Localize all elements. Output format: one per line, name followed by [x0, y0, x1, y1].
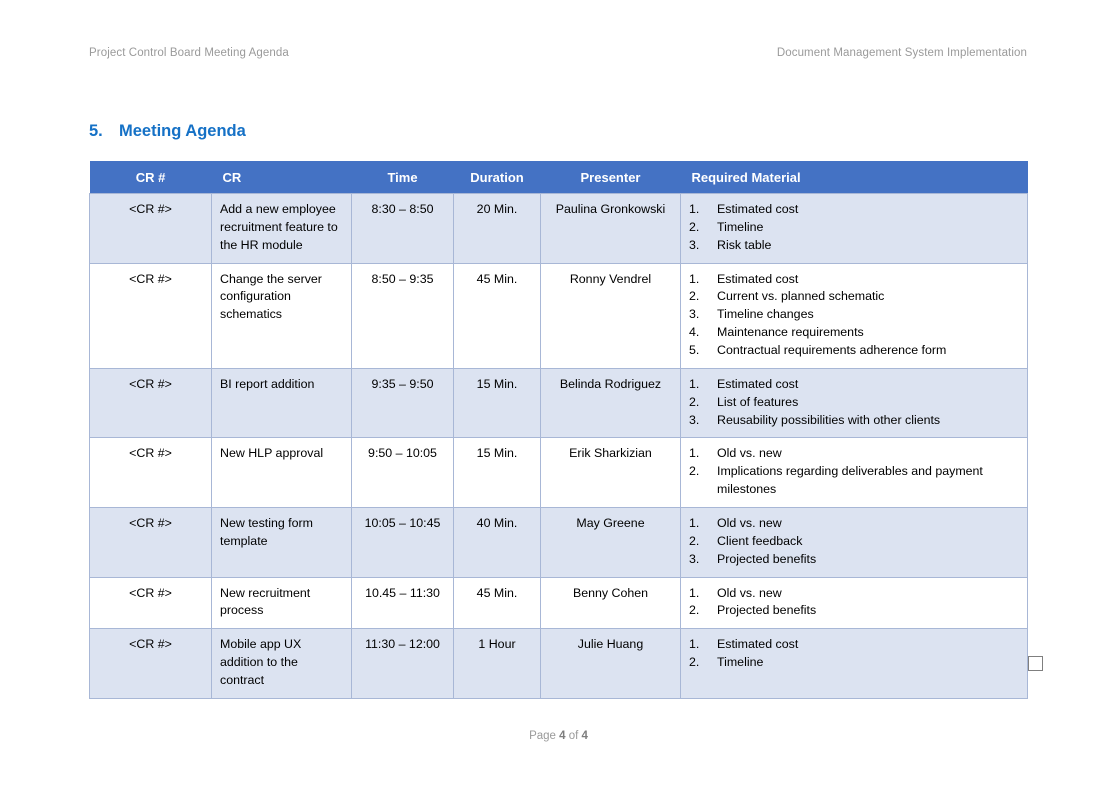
- list-item-number: 4.: [689, 325, 700, 340]
- required-material-item: [689, 306, 1019, 324]
- required-material-item: [689, 342, 1019, 360]
- running-header: [89, 47, 1027, 59]
- table-row: [90, 577, 1028, 629]
- table-row: [90, 263, 1028, 368]
- list-item-text: Current vs. planned schematic: [717, 289, 885, 304]
- agenda-cell-duration: 45 Min.: [454, 263, 541, 368]
- agenda-cell-time: 10:05 – 10:45: [352, 508, 454, 578]
- list-item-text: Old vs. new: [717, 516, 782, 531]
- list-item-text: Timeline changes: [717, 307, 814, 322]
- table-row: [90, 438, 1028, 508]
- required-material-item: [689, 602, 1019, 620]
- list-item-number: 2.: [689, 464, 700, 479]
- footer-prefix: Page: [529, 730, 560, 742]
- list-item-number: 2.: [689, 533, 700, 548]
- list-item-text: Estimated cost: [717, 271, 799, 286]
- list-item-number: 1.: [689, 585, 700, 600]
- agenda-cell-cr-number: <CR #>: [90, 368, 212, 438]
- required-material-item: [689, 324, 1019, 342]
- agenda-cell-duration: 45 Min.: [454, 577, 541, 629]
- object-resize-handle[interactable]: [1028, 656, 1043, 671]
- list-item-number: 2.: [689, 603, 700, 618]
- agenda-cell-required-material: [681, 263, 1028, 368]
- column-header-duration: Duration: [454, 161, 541, 194]
- required-material-item: [689, 533, 1019, 551]
- required-material-list: [689, 445, 1019, 499]
- agenda-table-container: [89, 161, 1027, 699]
- list-item-text: Contractual requirements adherence form: [717, 343, 947, 358]
- agenda-cell-presenter: Benny Cohen: [541, 577, 681, 629]
- required-material-item: [689, 288, 1019, 306]
- list-item-number: 1.: [689, 376, 700, 391]
- list-item-text: Projected benefits: [717, 603, 817, 618]
- agenda-cell-cr-number: <CR #>: [90, 508, 212, 578]
- table-row: [90, 629, 1028, 699]
- agenda-cell-cr-number: <CR #>: [90, 263, 212, 368]
- agenda-cell-time: 8:30 – 8:50: [352, 194, 454, 264]
- list-item-text: Timeline: [717, 219, 764, 234]
- agenda-cell-required-material: [681, 577, 1028, 629]
- agenda-cell-duration: 15 Min.: [454, 368, 541, 438]
- required-material-list: [689, 376, 1019, 430]
- required-material-item: [689, 219, 1019, 237]
- required-material-item: [689, 376, 1019, 394]
- list-item-text: List of features: [717, 394, 799, 409]
- agenda-cell-presenter: Paulina Gronkowski: [541, 194, 681, 264]
- list-item-number: 3.: [689, 237, 700, 252]
- required-material-item: [689, 515, 1019, 533]
- section-number: 5.: [89, 122, 103, 140]
- agenda-cell-cr-number: <CR #>: [90, 438, 212, 508]
- column-header-time: Time: [352, 161, 454, 194]
- agenda-cell-duration: 15 Min.: [454, 438, 541, 508]
- agenda-cell-time: 9:35 – 9:50: [352, 368, 454, 438]
- agenda-cell-cr-number: <CR #>: [90, 194, 212, 264]
- agenda-cell-required-material: [681, 508, 1028, 578]
- required-material-item: [689, 551, 1019, 569]
- table-body: [90, 194, 1028, 699]
- agenda-cell-time: 9:50 – 10:05: [352, 438, 454, 508]
- list-item-number: 2.: [689, 394, 700, 409]
- required-material-list: [689, 271, 1019, 360]
- agenda-cell-presenter: Belinda Rodriguez: [541, 368, 681, 438]
- required-material-item: [689, 463, 1019, 499]
- list-item-text: Maintenance requirements: [717, 325, 864, 340]
- list-item-number: 1.: [689, 637, 700, 652]
- list-item-text: Risk table: [717, 237, 772, 252]
- column-header-required-material: Required Material: [681, 161, 1028, 194]
- agenda-cell-time: 10.45 – 11:30: [352, 577, 454, 629]
- list-item-number: 1.: [689, 516, 700, 531]
- section-title: Meeting Agenda: [119, 122, 246, 140]
- column-header-cr-number: CR #: [90, 161, 212, 194]
- required-material-item: [689, 585, 1019, 603]
- required-material-item: [689, 201, 1019, 219]
- agenda-cell-required-material: [681, 368, 1028, 438]
- list-item-number: 3.: [689, 307, 700, 322]
- list-item-number: 3.: [689, 551, 700, 566]
- list-item-text: Old vs. new: [717, 585, 782, 600]
- required-material-item: [689, 654, 1019, 672]
- column-header-cr: CR: [212, 161, 352, 194]
- agenda-cell-cr: Mobile app UX addition to the contract: [212, 629, 352, 699]
- agenda-cell-cr: New HLP approval: [212, 438, 352, 508]
- agenda-cell-cr: New recruitment process: [212, 577, 352, 629]
- header-right-text: Document Management System Implementation: [776, 47, 1027, 59]
- agenda-cell-cr: Change the server configuration schematics: [212, 263, 352, 368]
- header-left-text: Project Control Board Meeting Agenda: [89, 47, 289, 59]
- table-header-row: [90, 161, 1028, 194]
- agenda-cell-presenter: Julie Huang: [541, 629, 681, 699]
- list-item-text: Client feedback: [717, 533, 803, 548]
- required-material-list: [689, 515, 1019, 569]
- meeting-agenda-table: [89, 161, 1028, 699]
- agenda-cell-required-material: [681, 438, 1028, 508]
- list-item-text: Estimated cost: [717, 202, 799, 216]
- required-material-item: [689, 237, 1019, 255]
- list-item-text: Estimated cost: [717, 376, 799, 391]
- required-material-list: [689, 201, 1019, 255]
- column-header-presenter: Presenter: [541, 161, 681, 194]
- footer-total-pages: 4: [581, 730, 588, 742]
- list-item-number: 5.: [689, 343, 700, 358]
- list-item-number: 3.: [689, 412, 700, 427]
- list-item-number: 1.: [689, 202, 700, 216]
- list-item-text: Projected benefits: [717, 551, 817, 566]
- agenda-cell-required-material: [681, 194, 1028, 264]
- agenda-cell-required-material: [681, 629, 1028, 699]
- list-item-text: Estimated cost: [717, 637, 799, 652]
- agenda-cell-cr-number: <CR #>: [90, 629, 212, 699]
- required-material-list: [689, 585, 1019, 621]
- agenda-cell-duration: 1 Hour: [454, 629, 541, 699]
- list-item-text: Timeline: [717, 655, 764, 670]
- agenda-cell-time: 11:30 – 12:00: [352, 629, 454, 699]
- page-footer: [0, 730, 1117, 742]
- agenda-cell-time: 8:50 – 9:35: [352, 263, 454, 368]
- section-heading: [89, 122, 246, 141]
- agenda-cell-cr: New testing form template: [212, 508, 352, 578]
- agenda-cell-presenter: Erik Sharkizian: [541, 438, 681, 508]
- required-material-item: [689, 636, 1019, 654]
- agenda-cell-cr-number: <CR #>: [90, 577, 212, 629]
- table-row: [90, 508, 1028, 578]
- list-item-number: 2.: [689, 655, 700, 670]
- list-item-number: 1.: [689, 446, 700, 461]
- agenda-cell-cr: Add a new employee recruitment feature to the HR module: [212, 194, 352, 264]
- list-item-text: Reusability possibilities with other clients: [717, 412, 941, 427]
- required-material-item: [689, 394, 1019, 412]
- agenda-cell-duration: 20 Min.: [454, 194, 541, 264]
- agenda-cell-cr: BI report addition: [212, 368, 352, 438]
- list-item-text: Old vs. new: [717, 446, 782, 461]
- list-item-number: 2.: [689, 289, 700, 304]
- agenda-cell-presenter: Ronny Vendrel: [541, 263, 681, 368]
- table-row: [90, 368, 1028, 438]
- required-material-item: [689, 445, 1019, 463]
- required-material-item: [689, 271, 1019, 289]
- footer-middle: of: [565, 730, 582, 742]
- required-material-list: [689, 636, 1019, 672]
- agenda-cell-presenter: May Greene: [541, 508, 681, 578]
- required-material-item: [689, 412, 1019, 430]
- list-item-number: 2.: [689, 219, 700, 234]
- table-row: [90, 194, 1028, 264]
- list-item-number: 1.: [689, 271, 700, 286]
- list-item-text: Implications regarding deliverables and payment milestones: [717, 464, 983, 497]
- footer-current-page: 4: [559, 730, 566, 742]
- agenda-cell-duration: 40 Min.: [454, 508, 541, 578]
